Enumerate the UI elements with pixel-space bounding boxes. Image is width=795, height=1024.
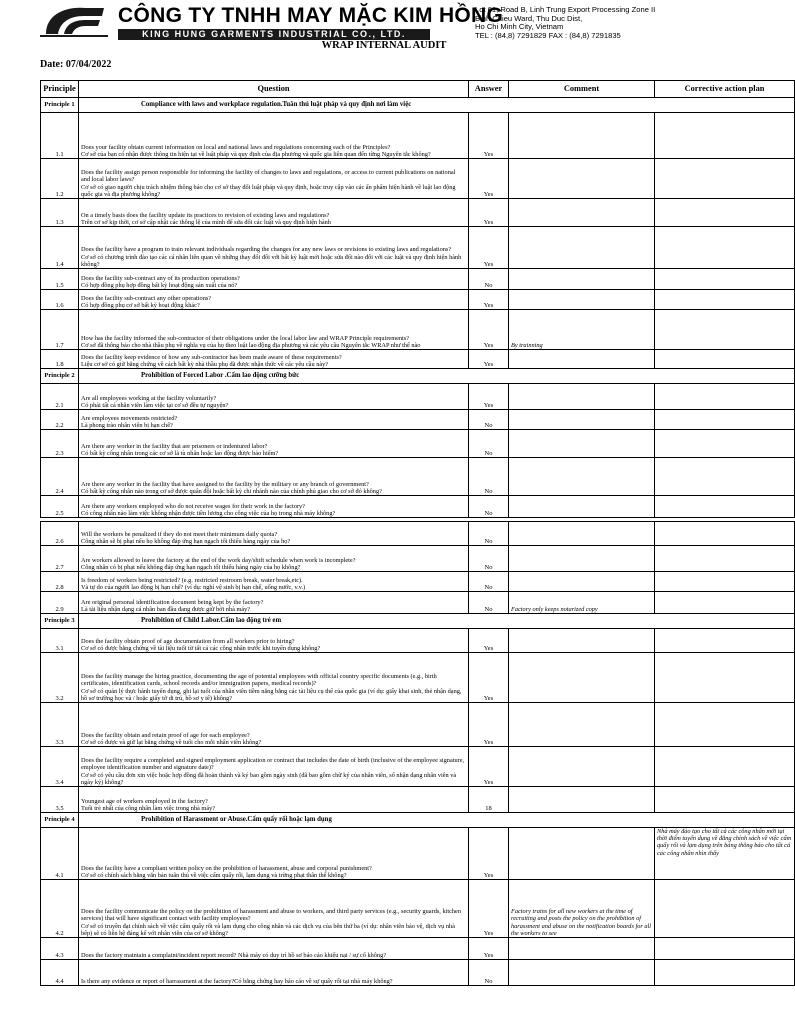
table-header-row xyxy=(41,81,795,98)
question-text xyxy=(79,430,469,458)
question-number: 2.6 xyxy=(41,522,79,546)
question-row xyxy=(41,159,795,199)
question-english: Youngest age of workers employed in the factory? xyxy=(81,797,208,805)
answer-cell: Yes xyxy=(469,350,509,369)
document-title: WRAP INTERNAL AUDIT xyxy=(321,40,447,51)
question-text xyxy=(79,290,469,310)
principle-title: Prohibition of Harassment or Abuse.Cấm quấy rối hoặc lạm dụng xyxy=(79,813,795,828)
answer-cell: No xyxy=(469,522,509,546)
question-english: How has the facility informed the sub-contractor of their obligations under the local labor law and WRAP Principle requirements? xyxy=(81,334,410,342)
comment-cell xyxy=(509,159,655,199)
comment-cell: Factory only keeps notarized copy xyxy=(509,592,655,614)
question-vietnamese: Cơ sở có yêu cầu đơn xin việc hoặc hợp đồng đã hoàn thành và ký bao gồm ngày sinh (đã bao gồm chữ ký của nhân viên, số nhận dạng nhân viên và ngày ký) không? xyxy=(81,771,457,786)
question-number: 4.3 xyxy=(41,938,79,960)
question-vietnamese: Cơ sở có được bằng chứng về tài liệu tuổi từ tất cả các công nhân trước khi tuyển dụng không? xyxy=(81,644,321,652)
question-text xyxy=(79,787,469,813)
principle-title: Prohibition of Child Labor.Cấm lao động trẻ em xyxy=(79,614,795,629)
answer-cell: Yes xyxy=(469,159,509,199)
question-vietnamese: Có hợp đồng phụ hợp đồng bất kỳ hoạt động sản xuất của nó? xyxy=(81,281,238,289)
question-vietnamese: Liệu cơ sở có giữ bằng chứng về cách bất kỳ nhà thầu phụ đã được nhận thức về các yêu cầu này? xyxy=(81,360,329,368)
comment-cell xyxy=(509,113,655,159)
question-english: On a timely basis does the facility update its practices to revision of existing laws and regulations? xyxy=(81,211,330,219)
comment-cell xyxy=(509,430,655,458)
question-english: Does the factory maintain a complaint/incident report record? Nhà máy có duy trì hồ sơ báo cáo khiếu nại / sự cố không? xyxy=(81,951,387,959)
comment-cell xyxy=(509,410,655,430)
corrective-action-cell xyxy=(655,458,795,496)
answer-cell: Yes xyxy=(469,703,509,747)
company-name-english: KING HUNG GARMENTS INDUSTRIAL CO., LTD. xyxy=(118,29,430,40)
question-number: 2.7 xyxy=(41,546,79,572)
question-english: Does the facility sub-contract any other operations? xyxy=(81,294,212,302)
question-vietnamese: Cơ sở có chương trình đào tạo các cá nhân liên quan về những thay đổi đối với bất kỳ luật mới hoặc sửa đổi nào đối với các luật và quy định hiện hành không? xyxy=(81,253,462,268)
principle-section-row xyxy=(41,369,795,384)
question-number: 4.2 xyxy=(41,880,79,938)
question-row xyxy=(41,653,795,703)
question-vietnamese: Có phải tất cả nhân viên làm việc tại cơ sở đều tự nguyện? xyxy=(81,401,229,409)
answer-cell: No xyxy=(469,496,509,518)
question-number: 3.5 xyxy=(41,787,79,813)
question-english: Does the facility communicate the policy on the prohibition of harassment and abuse to workers, and third party services (e.g., security guards, kitchen services) that will have significant contact with facility employees? xyxy=(81,908,461,923)
letterhead xyxy=(40,4,760,44)
answer-cell: 18 xyxy=(469,787,509,813)
question-text xyxy=(79,938,469,960)
column-header-comment: Comment xyxy=(509,81,655,98)
corrective-action-cell xyxy=(655,938,795,960)
corrective-action-cell xyxy=(655,653,795,703)
question-number: 2.8 xyxy=(41,572,79,592)
question-row xyxy=(41,703,795,747)
question-vietnamese: Công nhân sẽ bị phạt nếu họ không đáp ứng hạn ngạch tối thiểu hàng ngày của họ? xyxy=(81,537,291,545)
comment-cell xyxy=(509,653,655,703)
question-row xyxy=(41,227,795,269)
column-header-question: Question xyxy=(79,81,469,98)
question-number: 1.2 xyxy=(41,159,79,199)
answer-cell: Yes xyxy=(469,310,509,350)
question-english: Does the facility obtain proof of age documentation from all workers prior to hiring? xyxy=(81,637,295,645)
question-row xyxy=(41,310,795,350)
question-number: 1.8 xyxy=(41,350,79,369)
question-vietnamese: Tuổi trẻ nhất của công nhân làm việc trong nhà máy? xyxy=(81,804,216,812)
answer-cell: Yes xyxy=(469,629,509,653)
question-row xyxy=(41,410,795,430)
corrective-action-cell xyxy=(655,350,795,369)
comment-cell xyxy=(509,290,655,310)
corrective-action-cell xyxy=(655,703,795,747)
question-number: 1.1 xyxy=(41,113,79,159)
comment-cell xyxy=(509,629,655,653)
question-text xyxy=(79,653,469,703)
question-vietnamese: Là phong trào nhân viên bị hạn chế? xyxy=(81,421,173,429)
question-english: Does the facility sub-contract any of its production operations? xyxy=(81,274,240,282)
question-number: 1.4 xyxy=(41,227,79,269)
question-english: Are original personal identification document being kept by the factory? xyxy=(81,598,264,606)
question-english: Does the facility assign person responsible for informing the facility of changes to laws and regulations, or access to current publications on national and local labor laws? xyxy=(81,169,456,184)
question-vietnamese: Cơ sở có được và giữ lại bằng chứng về tuổi cho mỗi nhân viên không? xyxy=(81,738,262,746)
corrective-action-cell xyxy=(655,159,795,199)
column-header-principle: Principle xyxy=(41,81,79,98)
answer-cell: Yes xyxy=(469,880,509,938)
answer-cell: Yes xyxy=(469,747,509,787)
answer-cell: No xyxy=(469,960,509,986)
answer-cell: No xyxy=(469,458,509,496)
question-english: Does the facility have a compliant written policy on the prohibition of harassment, abuse and corporal punishment? xyxy=(81,864,372,872)
comment-cell xyxy=(509,747,655,787)
address-line: Binh Chieu Ward, Thu Duc Dist, xyxy=(475,13,583,23)
question-english: Does the facility obtain and retain proof of age for each employee? xyxy=(81,731,250,739)
answer-cell: Yes xyxy=(469,290,509,310)
kim-hong-logo-icon xyxy=(40,4,110,38)
question-vietnamese: Có công nhân nào làm việc không nhận được tiền lương cho công việc của họ trong nhà máy không? xyxy=(81,509,336,517)
corrective-action-cell xyxy=(655,290,795,310)
question-text xyxy=(79,310,469,350)
principle-title: Compliance with laws and workplace regulation.Tuân thủ luật pháp và quy định nơi làm việc xyxy=(79,98,795,113)
question-row xyxy=(41,269,795,290)
corrective-action-cell xyxy=(655,310,795,350)
column-header-corrective-action-plan: Corrective action plan xyxy=(655,81,795,98)
question-vietnamese: Cơ sở của bạn có nhận được thông tin hiện tại về luật pháp và quy định của địa phương và quốc gia liên quan đến từng Nguyên tắc không? xyxy=(81,150,431,158)
question-text xyxy=(79,384,469,410)
question-vietnamese: Có hợp đồng phụ cơ sở bất kỳ hoạt động khác? xyxy=(81,301,200,309)
question-english: Are employees movements restricted? xyxy=(81,414,178,422)
question-number: 3.1 xyxy=(41,629,79,653)
corrective-action-cell xyxy=(655,880,795,938)
question-vietnamese: Có bất kỳ công nhân trong các cơ sở là tù nhân hoặc lao động được bảo hiểm? xyxy=(81,449,279,457)
question-text xyxy=(79,828,469,880)
corrective-action-cell xyxy=(655,269,795,290)
question-number: 4.4 xyxy=(41,960,79,986)
comment-cell xyxy=(509,227,655,269)
audit-table-body xyxy=(41,98,795,986)
question-text xyxy=(79,880,469,938)
address-line: Ho Chi Minh City, Vietnam xyxy=(475,22,564,32)
comment-cell xyxy=(509,703,655,747)
corrective-action-cell xyxy=(655,747,795,787)
question-vietnamese: Cơ sở có quản lý thực hành tuyển dụng, ghi lại tuổi của nhân viên tiềm năng bằng các tài liệu cụ thể của quốc gia (ví dụ: giấy khai sinh, thẻ nhận dạng, hồ sơ trường học và / hoặc giấy tờ di trú, hồ sơ y tế) không? xyxy=(81,687,462,702)
question-text xyxy=(79,113,469,159)
principle-tag: Principle 1 xyxy=(41,98,79,113)
question-row xyxy=(41,113,795,159)
answer-cell: Yes xyxy=(469,199,509,227)
question-text xyxy=(79,703,469,747)
question-text xyxy=(79,960,469,986)
corrective-action-cell xyxy=(655,787,795,813)
question-text xyxy=(79,458,469,496)
question-number: 3.3 xyxy=(41,703,79,747)
comment-cell xyxy=(509,960,655,986)
answer-cell: No xyxy=(469,269,509,290)
question-row xyxy=(41,384,795,410)
column-header-answer: Answer xyxy=(469,81,509,98)
corrective-action-cell xyxy=(655,546,795,572)
corrective-action-cell xyxy=(655,629,795,653)
question-number: 1.7 xyxy=(41,310,79,350)
principle-title: Prohibition of Forced Labor .Cấm lao động cưỡng bức xyxy=(79,369,795,384)
corrective-action-cell xyxy=(655,384,795,410)
comment-cell xyxy=(509,269,655,290)
comment-cell xyxy=(509,199,655,227)
answer-cell: No xyxy=(469,572,509,592)
question-text xyxy=(79,747,469,787)
question-english: Does the facility require a completed and signed employment application or contract that includes the date of birth (inclusive of the employee signature, employee identification number and signature date)? xyxy=(81,757,465,772)
principle-tag: Principle 2 xyxy=(41,369,79,384)
comment-cell xyxy=(509,828,655,880)
corrective-action-cell xyxy=(655,592,795,614)
question-vietnamese: Và tự do của người lao động bị hạn chế? (ví dụ: nghỉ vệ sinh bị hạn chế, uống nước, v.v.) xyxy=(81,583,306,591)
question-english: Are there any worker in the facility that are prisoners or indentured labor? xyxy=(81,442,268,450)
question-row xyxy=(41,572,795,592)
corrective-action-cell xyxy=(655,572,795,592)
question-text xyxy=(79,522,469,546)
question-english: Will the workers be penalized if they do not meet their minimum daily quota? xyxy=(81,530,278,538)
question-vietnamese: Cơ sở có giao người chịu trách nhiệm thông báo cho cơ sở thay đổi luật pháp và quy định, hoặc truy cập vào các ấn phẩm hiện hành về luật lao động quốc gia và địa phương không? xyxy=(81,183,456,198)
comment-cell xyxy=(509,938,655,960)
question-number: 3.2 xyxy=(41,653,79,703)
question-english: Are workers allowed to leave the factory at the end of the work day/shift schedule when work is incomplete? xyxy=(81,556,356,564)
question-number: 2.9 xyxy=(41,592,79,614)
corrective-action-cell xyxy=(655,960,795,986)
question-number: 2.1 xyxy=(41,384,79,410)
question-row xyxy=(41,828,795,880)
principle-section-row xyxy=(41,614,795,629)
question-text xyxy=(79,227,469,269)
question-number: 1.6 xyxy=(41,290,79,310)
question-number: 2.2 xyxy=(41,410,79,430)
question-row xyxy=(41,522,795,546)
question-vietnamese: Là tài liệu nhận dạng cá nhân ban đầu đang được giữ bởi nhà máy? xyxy=(81,605,251,613)
answer-cell: Yes xyxy=(469,653,509,703)
corrective-action-cell xyxy=(655,199,795,227)
question-text xyxy=(79,629,469,653)
audit-date: Date: 07/04/2022 xyxy=(40,59,112,70)
question-row xyxy=(41,458,795,496)
question-row xyxy=(41,880,795,938)
question-number: 2.4 xyxy=(41,458,79,496)
question-row xyxy=(41,960,795,986)
comment-cell xyxy=(509,384,655,410)
question-vietnamese: Cơ sở có chính sách bằng văn bản tuân thủ về việc cấm quấy rối, lạm dụng và trừng phạt thân thể không? xyxy=(81,871,347,879)
comment-cell xyxy=(509,546,655,572)
question-row xyxy=(41,350,795,369)
company-name: CÔNG TY TNHH MAY MẶC KIM HỒNG xyxy=(118,4,504,27)
question-number: 4.1 xyxy=(41,828,79,880)
comment-cell xyxy=(509,522,655,546)
question-english: Does the facility have a program to train relevant individuals regarding the changes for any new laws or revisions to existing laws and regulations? xyxy=(81,246,452,254)
corrective-action-cell xyxy=(655,430,795,458)
question-english: Are there any worker in the facility that have assigned to the facility by the military or any branch of government? xyxy=(81,480,369,488)
address-line: TEL : (84,8) 7291829 FAX : (84,8) 7291835 xyxy=(475,30,621,40)
question-text xyxy=(79,269,469,290)
answer-cell: Yes xyxy=(469,113,509,159)
company-address xyxy=(475,6,655,40)
question-text xyxy=(79,496,469,518)
comment-cell xyxy=(509,787,655,813)
comment-cell xyxy=(509,572,655,592)
question-text xyxy=(79,410,469,430)
question-row xyxy=(41,592,795,614)
comment-cell: Factory trains for all new workers at the time of recruiting and posts the policy on the prohibition of harassment and abuse on the notification boards for all the workers to see xyxy=(509,880,655,938)
comment-cell xyxy=(509,350,655,369)
question-row xyxy=(41,629,795,653)
answer-cell: Yes xyxy=(469,938,509,960)
question-row xyxy=(41,938,795,960)
question-text xyxy=(79,592,469,614)
question-row xyxy=(41,546,795,572)
corrective-action-cell xyxy=(655,496,795,518)
comment-cell: By trainning xyxy=(509,310,655,350)
question-english: Are all employees working at the facility voluntarily? xyxy=(81,394,217,402)
principle-section-row xyxy=(41,98,795,113)
question-row xyxy=(41,290,795,310)
answer-cell: Yes xyxy=(469,828,509,880)
question-text xyxy=(79,159,469,199)
audit-table xyxy=(40,80,795,986)
question-number: 3.4 xyxy=(41,747,79,787)
question-number: 2.3 xyxy=(41,430,79,458)
question-text xyxy=(79,199,469,227)
question-number: 1.3 xyxy=(41,199,79,227)
answer-cell: No xyxy=(469,592,509,614)
answer-cell: No xyxy=(469,410,509,430)
corrective-action-cell xyxy=(655,410,795,430)
question-english: Are there any workers employed who do not receive wages for their work in the factory? xyxy=(81,502,305,510)
question-vietnamese: Trên cơ sở kịp thời, cơ sở cập nhật các thông lệ của mình để sửa đổi các luật và quy định hiện hành xyxy=(81,218,331,226)
answer-cell: Yes xyxy=(469,227,509,269)
question-vietnamese: Cơ sở đã thông báo cho nhà thầu phụ về nghĩa vụ của họ theo luật lao động địa phương và các yêu cầu Nguyên tắc WRAP như thế nào xyxy=(81,341,421,349)
corrective-action-cell: Nhà máy đào tạo cho tất cả các công nhân mới tại thời điểm tuyển dụng về đăng chính sách về việc cấm quấy rối và lạm dụng trên bảng thông báo cho tất cả các công nhân nhìn thấy xyxy=(655,828,795,880)
question-text xyxy=(79,350,469,369)
principle-tag: Principle 3 xyxy=(41,614,79,629)
principle-tag: Principle 4 xyxy=(41,813,79,828)
question-row xyxy=(41,199,795,227)
question-row xyxy=(41,430,795,458)
corrective-action-cell xyxy=(655,113,795,159)
question-number: 1.5 xyxy=(41,269,79,290)
corrective-action-cell xyxy=(655,522,795,546)
question-english: Does your facility obtain current information on local and national laws and regulations concerning each of the Principles? xyxy=(81,143,391,151)
question-text xyxy=(79,572,469,592)
answer-cell: No xyxy=(469,546,509,572)
answer-cell: No xyxy=(469,430,509,458)
address-line: Lot 61, Road B, Linh Trung Export Processing Zone II xyxy=(475,5,656,14)
question-english: Does the facility manage the hiring practice, documenting the age of potential employees with official country specific documents (e.g., birth certificates, identification cards, school records and/or immigration papers, medical records)? xyxy=(81,673,437,688)
question-vietnamese: Có bất kỳ công nhân nào trong cơ sở được quân đội hoặc bất kỳ chi nhánh nào của chính phủ giao cho cơ sở đó không? xyxy=(81,487,382,495)
comment-cell xyxy=(509,458,655,496)
question-row xyxy=(41,787,795,813)
question-english: Is freedom of workers being restricted? (e.g. restricted restroom break, water break,etc). xyxy=(81,576,303,584)
question-number: 2.5 xyxy=(41,496,79,518)
question-english: Does the facility keep evidence of how any sub-contractor has been made aware of these requirements? xyxy=(81,353,342,361)
comment-cell xyxy=(509,496,655,518)
question-english: Is there any evidence or report of harrassment at the factory?Có bằng chứng hay báo cáo về sự quấy rối tại nhà máy không? xyxy=(81,977,393,985)
answer-cell: Yes xyxy=(469,384,509,410)
principle-section-row xyxy=(41,813,795,828)
corrective-action-cell xyxy=(655,227,795,269)
question-row xyxy=(41,747,795,787)
question-vietnamese: Cơ sở có truyền đạt chính sách về việc cấm quấy rối và lạm dụng cho công nhân và các dịch vụ của bên thứ ba (ví dụ: nhân viên bảo vệ, dịch vụ nhà bếp) sẽ có liên hệ đáng kể với nhân viên của cơ sở không? xyxy=(81,922,455,937)
question-row xyxy=(41,496,795,518)
question-text xyxy=(79,546,469,572)
question-vietnamese: Công nhân có bị phạt nếu không đáp ứng hạn ngạch tối thiểu hàng ngày của họ không? xyxy=(81,563,301,571)
